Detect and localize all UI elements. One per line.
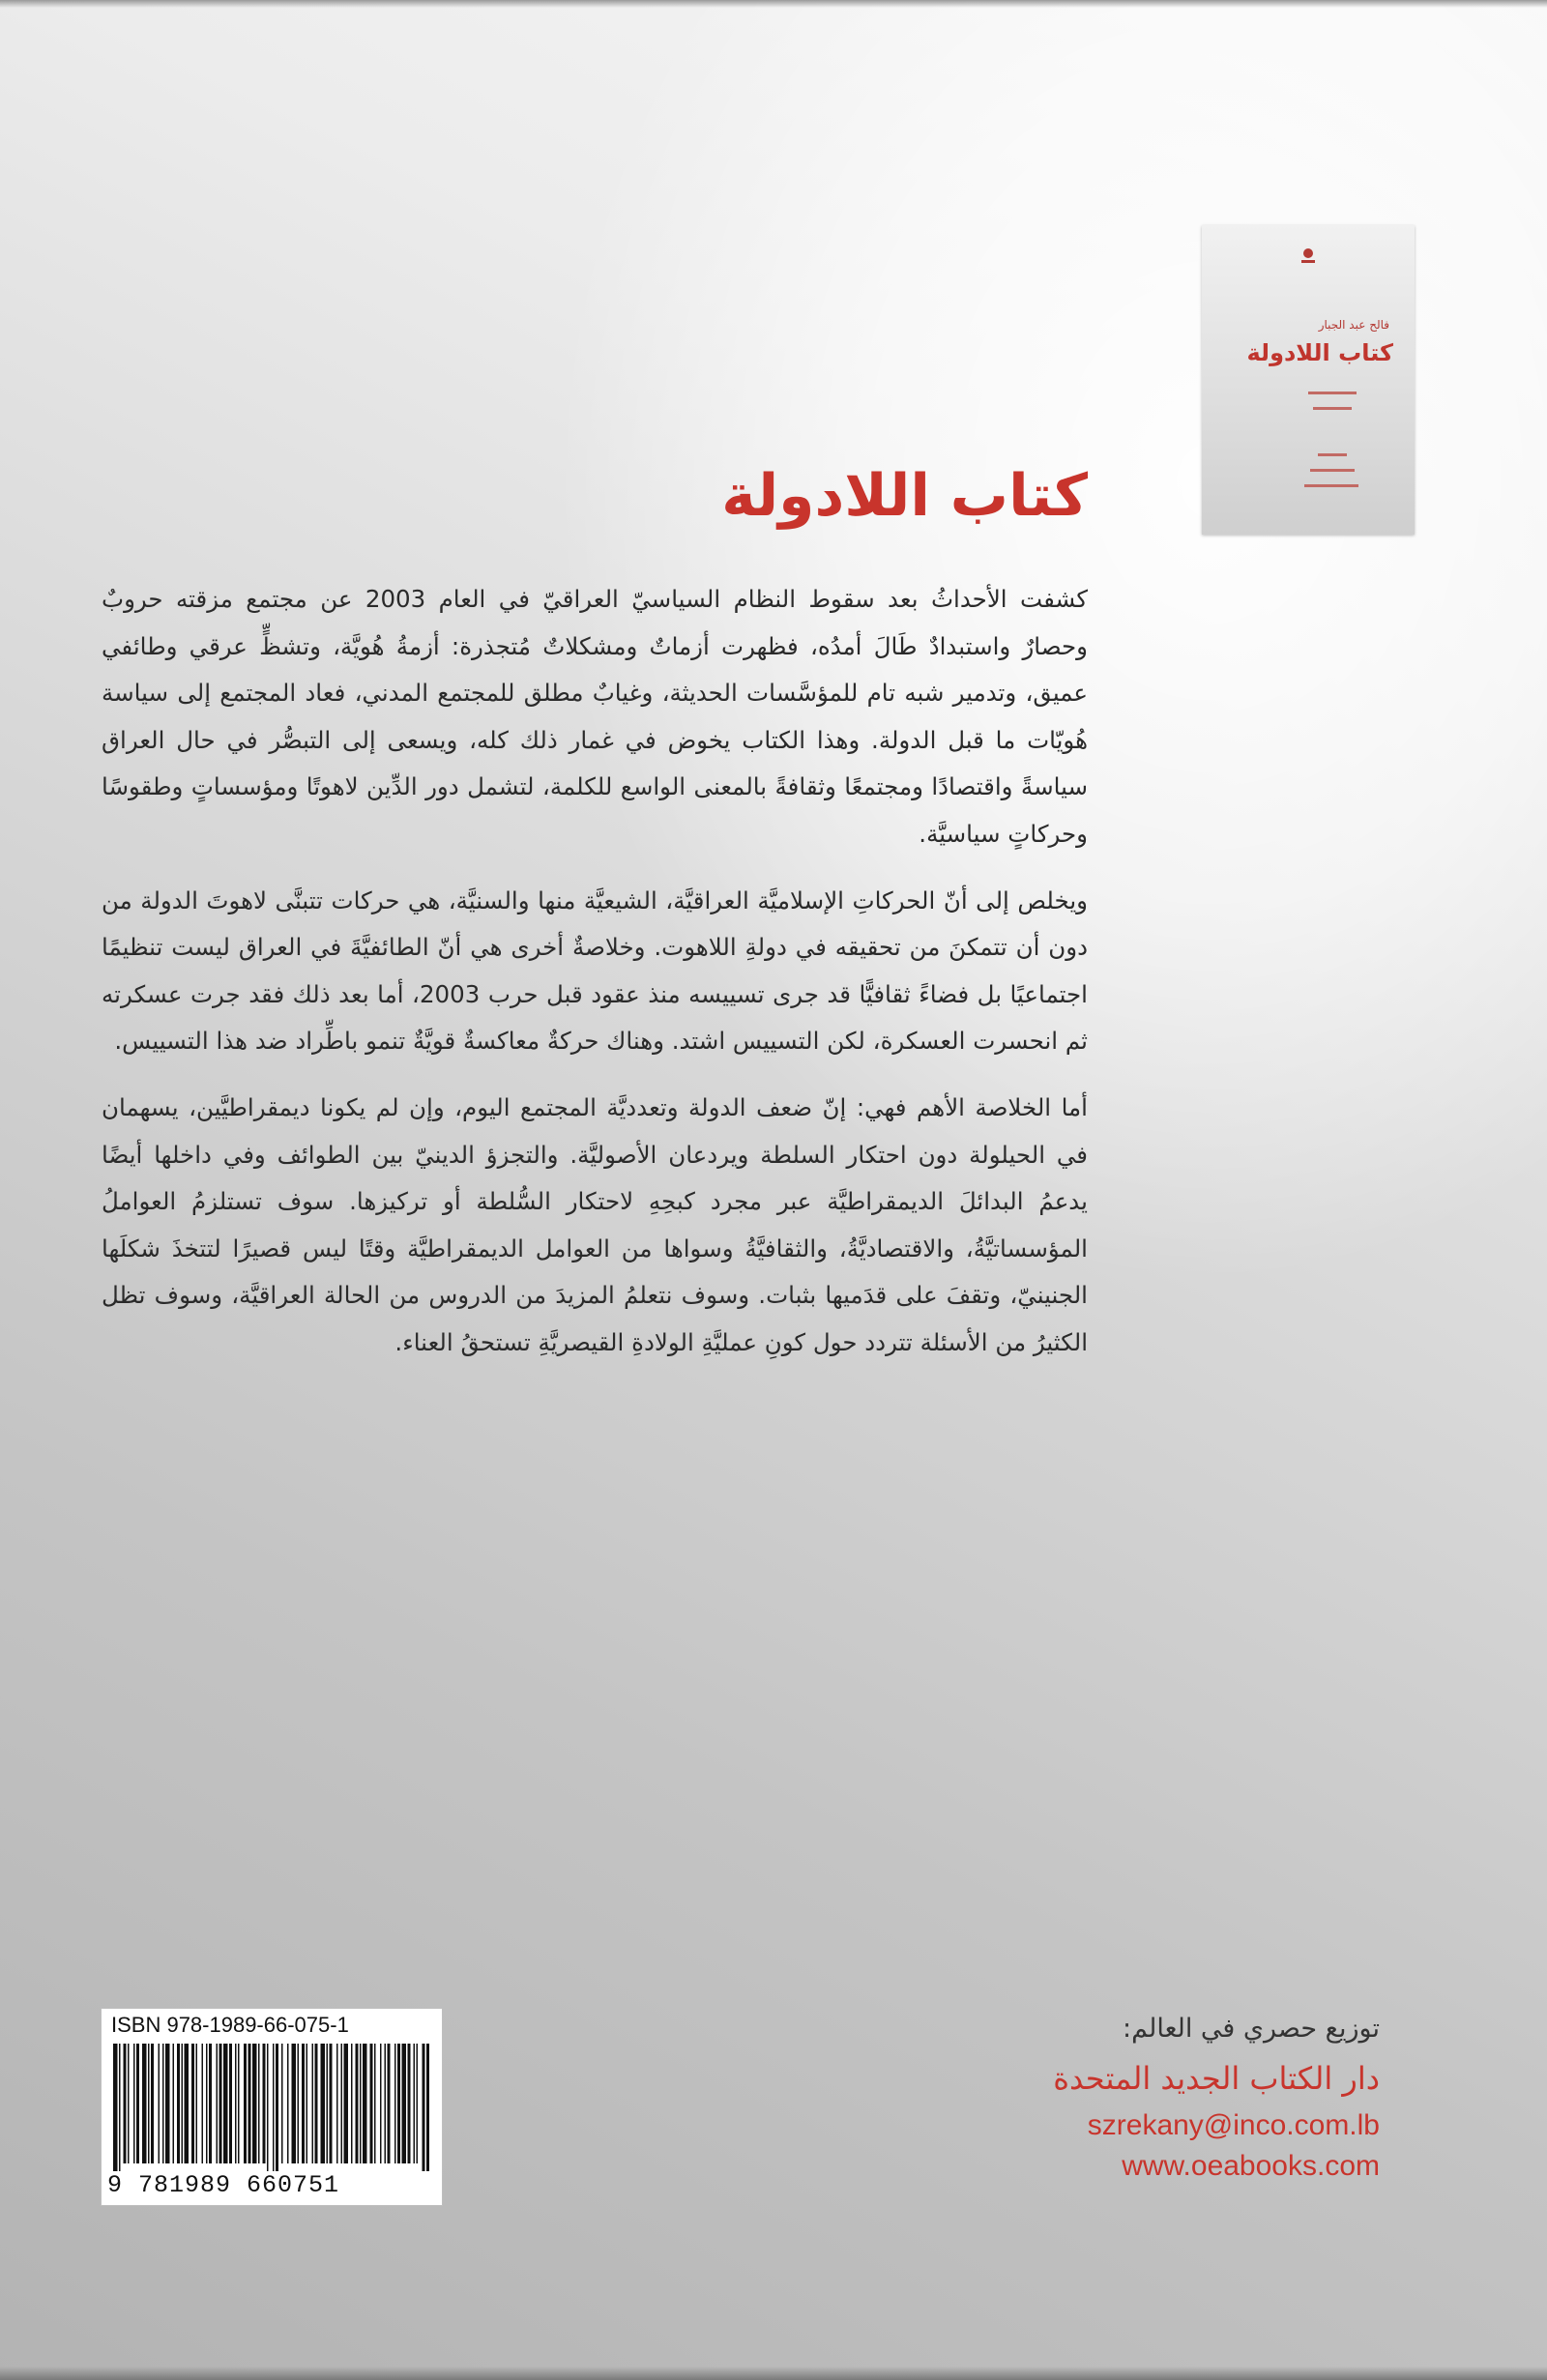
barcode-bar <box>306 2044 308 2163</box>
barcode-image <box>111 2044 432 2171</box>
book-title: كتاب اللادولة <box>721 462 1088 530</box>
barcode-bar <box>336 2044 338 2163</box>
barcode-bar <box>202 2044 204 2163</box>
barcode-bar <box>281 2044 283 2163</box>
barcode-bar <box>408 2044 411 2163</box>
barcode-bar <box>351 2044 353 2163</box>
barcode-bar <box>363 2044 367 2163</box>
barcode-bar <box>298 2044 300 2163</box>
barcode-bar <box>128 2044 130 2163</box>
thumbnail-text-line <box>1304 484 1358 487</box>
barcode-bar <box>177 2044 180 2163</box>
blurb-paragraph-3: أما الخلاصة الأهم فهي: إنّ ضعف الدولة وتعدديَّة المجتمع اليوم، وإن لم يكونا ديمقراطيَّين، يسهمان في الحيلولة دون احتكار السلطة ويردعان الأصوليَّة. والتجزؤ الدينيّ بين الطوائف وفي داخلها أيضًا يدعمُ البدائلَ الديمقراطيَّة عبر مجرد كبحِهِ لاحتكار السُّلطة أو تركيزها. سوف تستلزمُ العواملُ المؤسساتيَّةُ، والاقتصاديَّةُ، والثقافيَّةُ وسواها من العوامل الديمقراطيَّة وقتًا ليس قصيرًا لتتخذَ شكلَها الجنينيّ، وتقفَ على قدَميها بثبات. وسوف نتعلمُ المزيدَ من الدروس من الحالة العراقيَّة، وسوف تظل الكثيرُ من الأسئلة تتردد حول كونِ عمليَّةِ الولادةِ القيصريَّةِ تستحقُ العناء. <box>102 1092 1088 1356</box>
barcode-bar <box>397 2044 400 2163</box>
barcode-bar <box>385 2044 387 2163</box>
barcode-bar <box>388 2044 391 2163</box>
thumbnail-text-line <box>1310 469 1355 472</box>
barcode-bar <box>182 2044 184 2163</box>
barcode-bar <box>330 2044 333 2163</box>
thumbnail-author: فالح عبد الجبار <box>1318 318 1389 332</box>
barcode-bar <box>426 2044 429 2171</box>
barcode-bar <box>258 2044 260 2163</box>
barcode-bar <box>219 2044 222 2163</box>
barcode-bar <box>380 2044 382 2163</box>
barcode-bar <box>356 2044 359 2163</box>
barcode-bar <box>414 2044 416 2163</box>
front-cover-thumbnail <box>1202 225 1415 535</box>
barcode-bar <box>136 2044 139 2163</box>
barcode-bar <box>312 2044 314 2163</box>
barcode-bar <box>229 2044 232 2163</box>
publisher-website: www.oeabooks.com <box>1122 2150 1380 2182</box>
barcode-bar <box>276 2044 278 2171</box>
barcode-bar <box>394 2044 396 2163</box>
barcode-bar <box>292 2044 297 2163</box>
bottom-edge-shadow <box>0 2366 1547 2380</box>
distribution-info <box>1053 2007 1380 2187</box>
top-edge-shadow <box>0 0 1547 8</box>
barcode-bar <box>124 2044 127 2163</box>
barcode-bar <box>165 2044 170 2163</box>
barcode-bar <box>238 2044 240 2163</box>
publisher-name: دار الكتاب الجديد المتحدة <box>1053 2060 1380 2097</box>
barcode-bar <box>173 2044 175 2163</box>
barcode-bar <box>287 2044 289 2163</box>
barcode-bar <box>191 2044 194 2163</box>
barcode-bar <box>267 2044 269 2171</box>
thumbnail-text-line <box>1308 392 1357 394</box>
barcode-bar <box>402 2044 407 2163</box>
barcode-bar <box>142 2044 147 2163</box>
barcode-bar <box>263 2044 266 2163</box>
barcode-bar <box>374 2044 376 2163</box>
barcode-bar <box>321 2044 326 2163</box>
blurb-text <box>102 576 1088 1386</box>
barcode-bar <box>185 2044 190 2163</box>
isbn-label: ISBN 978-1989-66-075-1 <box>111 2013 349 2037</box>
isbn-barcode <box>101 2008 443 2206</box>
barcode-bar <box>162 2044 164 2163</box>
barcode-bar <box>244 2044 247 2163</box>
thumbnail-title: كتاب اللادولة <box>1246 339 1393 366</box>
barcode-digits: 9 781989 660751 <box>107 2171 340 2199</box>
thumbnail-text-line <box>1313 407 1352 410</box>
publisher-logo-icon <box>1299 247 1318 266</box>
barcode-bar <box>223 2044 228 2163</box>
barcode-bar <box>417 2044 419 2163</box>
barcode-bar <box>252 2044 257 2163</box>
barcode-bar <box>315 2044 318 2163</box>
blurb-paragraph-2: ويخلص إلى أنّ الحركاتِ الإسلاميَّة العراقيَّة، الشيعيَّة منها والسنيَّة، هي حركات تتبنَّى لاهوتَ الدولة من دون أن تتمكنَ من تحقيقه في دولةِ اللاهوت. وخلاصةٌ أخرى هي أنّ الطائفيَّةَ في العراق ليست تنظيمًا اجتماعيًا بل فضاءً ثقافيًّا قد جرى تسييسه منذ عقود قبل حرب 2003، أما بعد ذلك فقد جرت عسكرته ثم انحسرت العسكرة، لكن التسييس اشتد. وهناك حركةٌ معاكسةٌ قويَّةٌ تنمو باطِّراد ضد هذا التسييس. <box>102 885 1088 1056</box>
distribution-label: توزيع حصري في العالم: <box>1123 2014 1380 2044</box>
blurb-paragraph-1: كشفت الأحداثُ بعد سقوط النظام السياسيّ العراقيّ في العام 2003 عن مجتمع مزقته حروبٌ وحصارٌ واستبدادٌ طَالَ أمدُه، فظهرت أزماتٌ ومشكلاتٌ مُتجذرة: أزمةُ هُويَّة، وتشظٍّ عرقي وطائفي عميق، وتدمير شبه تام للمؤسَّسات الحديثة، وغيابٌ مطلق للمجتمع المدني، فعاد المجتمع إلى سياسة هُويّات ما قبل الدولة. وهذا الكتاب يخوض في غمار ذلك كله، ويسعى إلى التبصُّر في حال العراق سياسةً واقتصادًا ومجتمعًا وثقافةً بالمعنى الواسع للكلمة، لتشمل دور الدِّين لاهوتًا ومؤسساتٍ وطقوسًا وحركاتٍ سياسيَّة. <box>102 585 1088 848</box>
barcode-bar <box>151 2044 154 2163</box>
barcode-bar <box>217 2044 219 2163</box>
barcode-bar <box>302 2044 305 2163</box>
barcode-bar <box>113 2044 118 2171</box>
thumbnail-text-line <box>1318 453 1347 456</box>
barcode-bar <box>273 2044 275 2171</box>
barcode-bar <box>196 2044 198 2163</box>
barcode-bar <box>360 2044 362 2163</box>
barcode-bar <box>206 2044 208 2163</box>
barcode-bar <box>344 2044 349 2163</box>
barcode-bar <box>148 2044 150 2163</box>
barcode-bar <box>133 2044 135 2163</box>
barcode-bar <box>119 2044 121 2171</box>
barcode-bar <box>159 2044 161 2163</box>
barcode-bar <box>327 2044 329 2163</box>
barcode-bar <box>235 2044 237 2163</box>
publisher-email: szrekany@inco.com.lb <box>1087 2109 1380 2141</box>
barcode-bar <box>248 2044 251 2163</box>
barcode-bar <box>423 2044 425 2171</box>
barcode-bar <box>209 2044 212 2163</box>
barcode-bar <box>370 2044 373 2163</box>
barcode-bar <box>341 2044 343 2163</box>
